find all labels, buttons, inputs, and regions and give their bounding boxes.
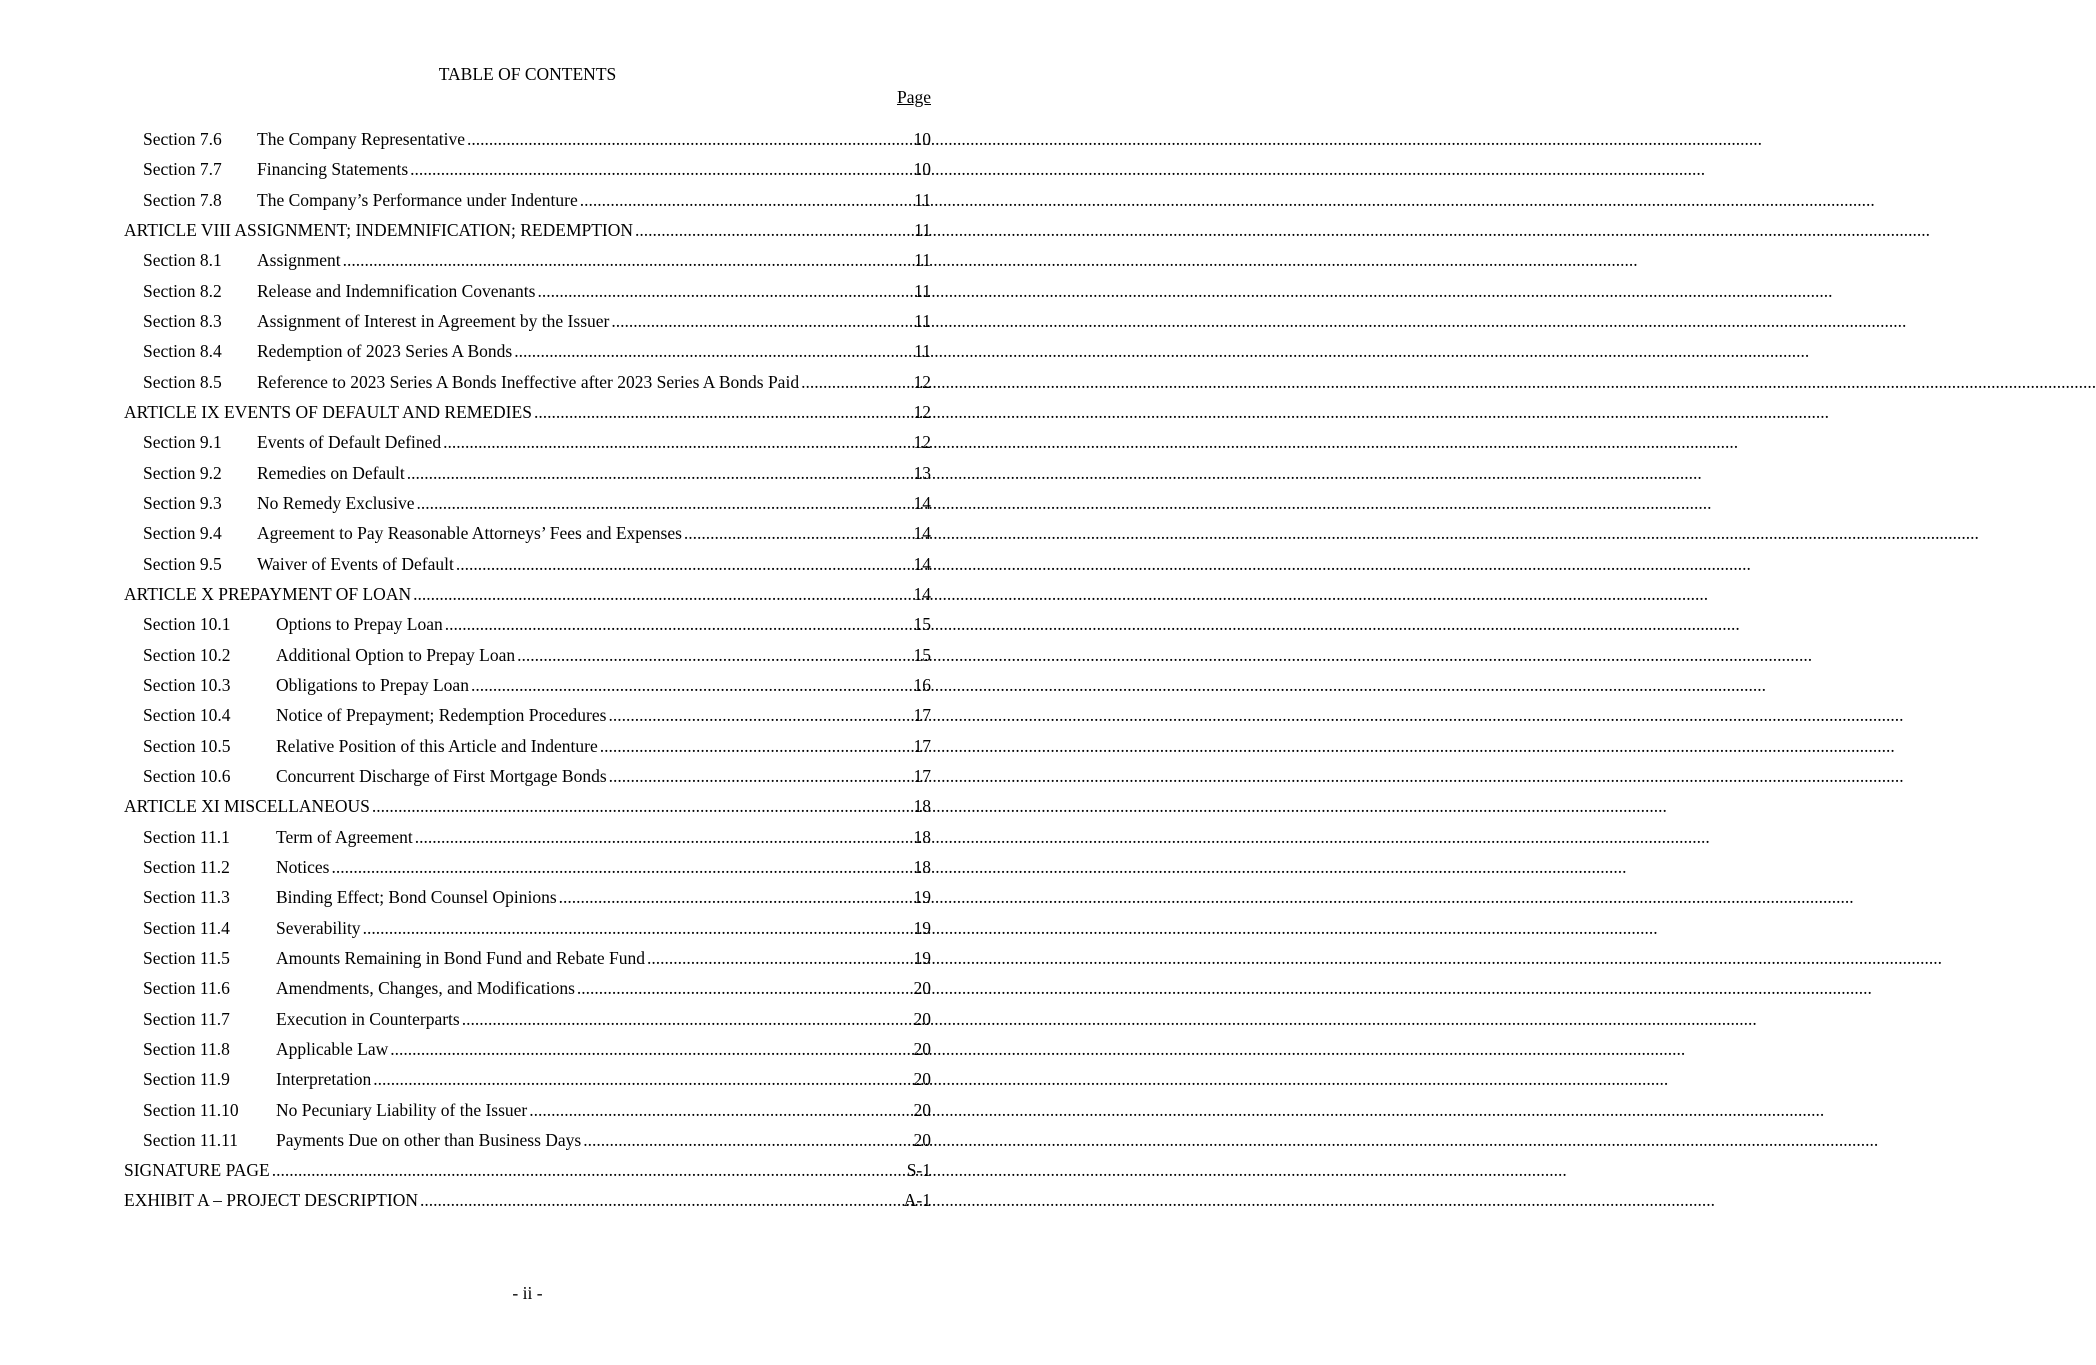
toc-dot-leader	[559, 882, 912, 912]
toc-dot-leader	[462, 1004, 912, 1034]
toc-entry-title: Agreement to Pay Reasonable Attorneys’ Fees and Expenses	[257, 523, 682, 544]
toc-page-number: 19	[913, 917, 931, 938]
toc-section-number: Section 8.4	[143, 341, 222, 362]
toc-section-entry	[124, 640, 931, 670]
toc-page-number: 12	[913, 401, 931, 422]
toc-dot-leader	[514, 336, 912, 366]
toc-dot-leader	[580, 185, 912, 215]
toc-page-number: 12	[913, 371, 931, 392]
table-of-contents	[124, 124, 931, 1216]
toc-page-number: 14	[913, 523, 931, 544]
toc-dot-leader	[529, 1095, 911, 1125]
toc-entry-title: Assignment	[257, 250, 341, 271]
toc-page-number: 11	[914, 341, 931, 362]
toc-page-number: 20	[913, 978, 931, 999]
toc-entry-title: No Remedy Exclusive	[257, 492, 415, 513]
toc-page-number: 20	[913, 1038, 931, 1059]
toc-section-number: Section 9.3	[143, 492, 222, 513]
toc-entry-title: No Pecuniary Liability of the Issuer	[276, 1099, 528, 1120]
toc-dot-leader	[456, 549, 912, 579]
toc-dot-leader	[420, 1185, 902, 1215]
toc-section-number: Section 7.8	[143, 189, 222, 210]
toc-section-entry	[124, 1125, 931, 1155]
toc-dot-leader	[413, 579, 911, 609]
toc-section-number: Section 11.1	[143, 826, 230, 847]
toc-dot-leader	[608, 700, 911, 730]
toc-section-number: Section 10.5	[143, 735, 231, 756]
toc-section-entry	[124, 185, 931, 215]
toc-entry-title: Relative Position of this Article and Indenture	[276, 735, 598, 756]
toc-dot-leader	[647, 943, 912, 973]
toc-page-number: 11	[914, 219, 931, 240]
toc-page-number: 14	[913, 553, 931, 574]
toc-section-number: Section 10.2	[143, 644, 231, 665]
toc-entry-title: Financing Statements	[257, 159, 409, 180]
toc-section-number: Section 11.4	[143, 917, 230, 938]
toc-page-number: A-1	[903, 1190, 931, 1211]
toc-section-number: Section 11.9	[143, 1069, 230, 1090]
toc-entry-title: Remedies on Default	[257, 462, 405, 483]
toc-page-number: 17	[913, 765, 931, 786]
toc-entry-title: Notice of Prepayment; Redemption Procedures	[276, 705, 607, 726]
toc-article-entry	[124, 397, 931, 427]
toc-dot-leader	[684, 518, 912, 548]
toc-section-entry	[124, 336, 931, 366]
toc-dot-leader	[443, 427, 911, 457]
toc-section-entry	[124, 1095, 931, 1125]
toc-dot-leader	[372, 791, 912, 821]
toc-page-number: 17	[913, 705, 931, 726]
toc-dot-leader	[272, 1155, 905, 1185]
toc-section-number: Section 11.10	[143, 1099, 239, 1120]
toc-entry-title: Obligations to Prepay Loan	[276, 674, 469, 695]
toc-section-number: Section 11.3	[143, 887, 230, 908]
toc-dot-leader	[363, 913, 912, 943]
toc-section-entry	[124, 1064, 931, 1094]
toc-entry-title: Events of Default Defined	[257, 432, 442, 453]
toc-section-number: Section 9.2	[143, 462, 222, 483]
toc-section-entry	[124, 488, 931, 518]
toc-dot-leader	[635, 215, 912, 245]
toc-section-number: Section 9.4	[143, 523, 222, 544]
toc-dot-leader	[534, 397, 912, 427]
toc-page-number: 17	[913, 735, 931, 756]
toc-article-entry	[124, 1185, 931, 1215]
toc-entry-title: The Company Representative	[257, 129, 465, 149]
toc-entry-title: Binding Effect; Bond Counsel Opinions	[276, 887, 557, 908]
toc-dot-leader	[537, 276, 912, 306]
toc-section-entry	[124, 427, 931, 457]
toc-page-number: 20	[913, 1008, 931, 1029]
toc-section-entry	[124, 973, 931, 1003]
toc-page-number: 20	[913, 1099, 931, 1120]
toc-section-number: Section 7.6	[143, 129, 222, 149]
toc-page-number: 18	[913, 856, 931, 877]
toc-section-number: Section 7.7	[143, 159, 222, 180]
toc-page-number: 11	[914, 280, 931, 301]
toc-section-entry	[124, 124, 931, 154]
toc-section-number: Section 8.5	[143, 371, 222, 392]
toc-page-number: 10	[913, 159, 931, 180]
toc-entry-title: Term of Agreement	[276, 826, 413, 847]
toc-section-entry	[124, 761, 931, 791]
toc-dot-leader	[407, 458, 912, 488]
toc-dot-leader	[600, 731, 912, 761]
toc-entry-title: Amounts Remaining in Bond Fund and Rebate Fund	[276, 947, 645, 968]
toc-section-entry	[124, 154, 931, 184]
toc-page-number: 14	[913, 492, 931, 513]
toc-section-entry	[124, 700, 931, 730]
toc-page-number: S-1	[906, 1160, 931, 1181]
toc-section-number: Section 11.11	[143, 1129, 238, 1150]
toc-page-number: 14	[913, 583, 931, 604]
toc-dot-leader	[583, 1125, 911, 1155]
toc-section-entry	[124, 852, 931, 882]
toc-section-number: Section 8.1	[143, 250, 222, 271]
toc-section-number: Section 8.2	[143, 280, 222, 301]
toc-entry-title: Concurrent Discharge of First Mortgage Bonds	[276, 765, 607, 786]
toc-page-number: 10	[913, 129, 931, 149]
toc-entry-title: Severability	[276, 917, 361, 938]
toc-page-number: 18	[913, 826, 931, 847]
toc-dot-leader	[517, 640, 911, 670]
toc-dot-leader	[445, 609, 912, 639]
toc-entry-title: Options to Prepay Loan	[276, 614, 443, 635]
toc-section-entry	[124, 913, 931, 943]
toc-entry-title: Execution in Counterparts	[276, 1008, 460, 1029]
toc-dot-leader	[471, 670, 912, 700]
toc-page-number: 16	[913, 674, 931, 695]
toc-section-entry	[124, 458, 931, 488]
toc-entry-title: ARTICLE VIII ASSIGNMENT; INDEMNIFICATION; REDEMPTION	[124, 219, 634, 240]
toc-entry-title: ARTICLE XI MISCELLANEOUS	[124, 796, 370, 817]
toc-section-entry	[124, 518, 931, 548]
toc-section-entry	[124, 670, 931, 700]
toc-article-entry	[124, 791, 931, 821]
toc-section-entry	[124, 731, 931, 761]
toc-entry-title: ARTICLE X PREPAYMENT OF LOAN	[124, 583, 412, 604]
toc-entry-title: EXHIBIT A – PROJECT DESCRIPTION	[124, 1190, 418, 1211]
toc-entry-title: Applicable Law	[276, 1038, 389, 1059]
toc-dot-leader	[410, 154, 911, 184]
toc-article-entry	[124, 1155, 931, 1185]
toc-dot-leader	[801, 367, 911, 397]
toc-entry-title: ARTICLE IX EVENTS OF DEFAULT AND REMEDIES	[124, 401, 532, 422]
toc-entry-title: Reference to 2023 Series A Bonds Ineffective after 2023 Series A Bonds Paid	[257, 371, 800, 392]
toc-section-entry	[124, 549, 931, 579]
toc-page-number: 11	[914, 310, 931, 331]
toc-entry-title: The Company’s Performance under Indenture	[257, 189, 578, 210]
toc-dot-leader	[577, 973, 912, 1003]
toc-section-entry	[124, 943, 931, 973]
toc-section-number: Section 11.8	[143, 1038, 230, 1059]
toc-section-entry	[124, 1034, 931, 1064]
toc-entry-title: SIGNATURE PAGE	[124, 1160, 270, 1181]
toc-section-entry	[124, 609, 931, 639]
toc-section-number: Section 11.7	[143, 1008, 230, 1029]
toc-dot-leader	[609, 761, 912, 791]
toc-entry-title: Interpretation	[276, 1069, 372, 1090]
toc-page-number: 15	[913, 644, 931, 665]
page-title: TABLE OF CONTENTS	[438, 64, 617, 84]
toc-article-entry	[124, 579, 931, 609]
toc-dot-leader	[467, 124, 912, 154]
toc-section-number: Section 11.2	[143, 856, 230, 877]
toc-page-number: 12	[913, 432, 931, 453]
toc-section-number: Section 10.1	[143, 614, 231, 635]
toc-page-number: 11	[914, 250, 931, 271]
toc-dot-leader	[416, 488, 911, 518]
toc-entry-title: Notices	[276, 856, 330, 877]
toc-entry-title: Release and Indemnification Covenants	[257, 280, 536, 301]
toc-section-entry	[124, 1004, 931, 1034]
toc-dot-leader	[331, 852, 911, 882]
toc-section-entry	[124, 306, 931, 336]
toc-section-number: Section 11.5	[143, 947, 230, 968]
toc-section-number: Section 10.6	[143, 765, 231, 786]
toc-section-number: Section 10.4	[143, 705, 231, 726]
toc-dot-leader	[611, 306, 912, 336]
toc-page-number: 19	[913, 887, 931, 908]
toc-section-entry	[124, 822, 931, 852]
toc-page-number: 20	[913, 1129, 931, 1150]
toc-entry-title: Redemption of 2023 Series A Bonds	[257, 341, 513, 362]
toc-page-number: 15	[913, 614, 931, 635]
toc-dot-leader	[343, 245, 913, 275]
page-column-header: Page	[896, 87, 931, 107]
page-footer: - ii -	[512, 1283, 543, 1303]
toc-dot-leader	[390, 1034, 911, 1064]
toc-entry-title: Payments Due on other than Business Days	[276, 1129, 582, 1150]
toc-section-entry	[124, 245, 931, 275]
toc-page-number: 11	[914, 189, 931, 210]
toc-article-entry	[124, 215, 931, 245]
toc-page-number: 20	[913, 1069, 931, 1090]
toc-section-entry	[124, 367, 931, 397]
toc-entry-title: Waiver of Events of Default	[257, 553, 454, 574]
toc-section-entry	[124, 276, 931, 306]
toc-section-entry	[124, 882, 931, 912]
toc-section-number: Section 9.1	[143, 432, 222, 453]
toc-dot-leader	[373, 1064, 911, 1094]
toc-section-number: Section 10.3	[143, 674, 231, 695]
toc-entry-title: Additional Option to Prepay Loan	[276, 644, 516, 665]
toc-section-number: Section 11.6	[143, 978, 230, 999]
toc-entry-title: Assignment of Interest in Agreement by the Issuer	[257, 310, 610, 331]
toc-entry-title: Amendments, Changes, and Modifications	[276, 978, 575, 999]
toc-dot-leader	[415, 822, 912, 852]
toc-section-number: Section 9.5	[143, 553, 222, 574]
toc-page-number: 18	[913, 796, 931, 817]
toc-page-number: 19	[913, 947, 931, 968]
toc-section-number: Section 8.3	[143, 310, 222, 331]
toc-page-number: 13	[913, 462, 931, 483]
